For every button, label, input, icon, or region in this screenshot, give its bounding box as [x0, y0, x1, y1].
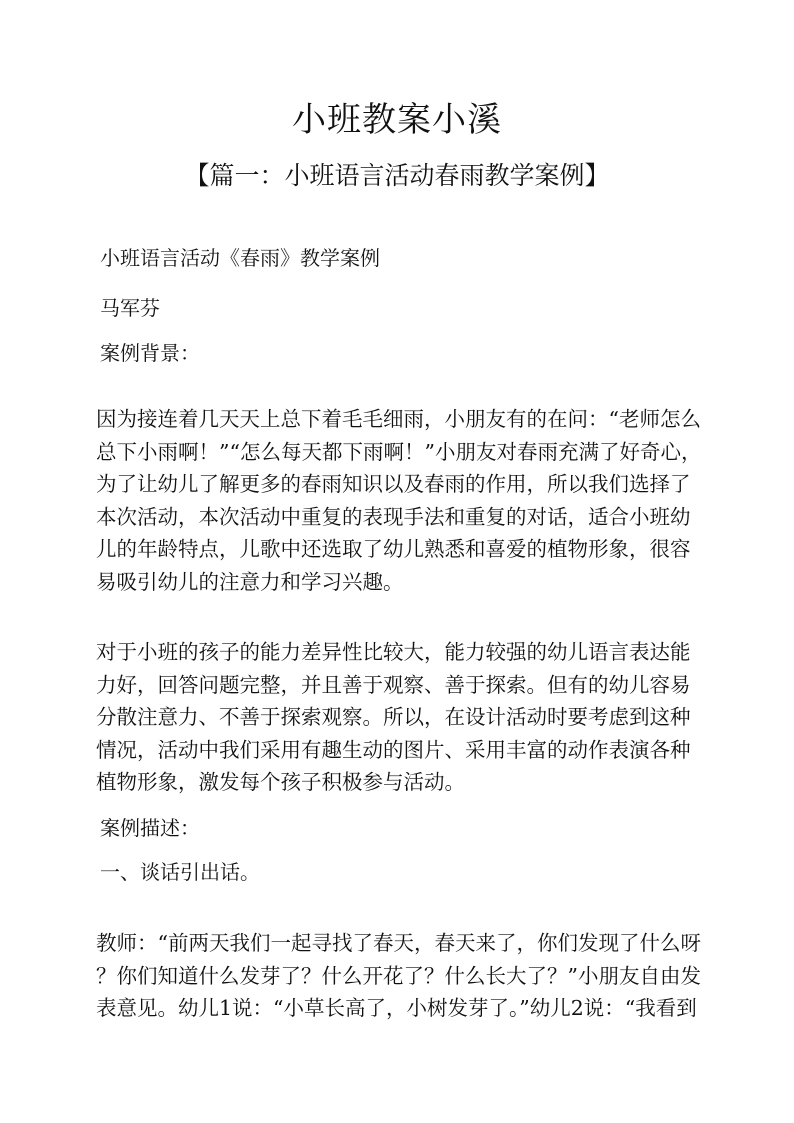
paragraph-line: 教师：“前两天我们一起寻找了春天，春天来了，你们发现了什么呀	[96, 931, 701, 955]
paragraph-line: 对于小班的孩子的能力差异性比较大，能力较强的幼儿语言表达能	[96, 640, 691, 664]
paragraph-line: 植物形象，激发每个孩子积极参与活动。	[96, 770, 465, 794]
section-heading-1: 一、谈话引出话。	[100, 860, 260, 884]
paragraph-line: ？你们知道什么发芽了？什么开花了？什么长大了？”小朋友自由发	[96, 963, 701, 988]
paragraph-ability	[96, 636, 696, 799]
paragraph-line: 力好，回答问题完整，并且善于观察、善于探索。但有的幼儿容易	[96, 672, 691, 697]
paragraph-line: 情况，活动中我们采用有趣生动的图片、采用丰富的动作表演各种	[96, 737, 691, 762]
paragraph-line: 易吸引幼儿的注意力和学习兴趣。	[96, 569, 404, 594]
paragraph-background	[96, 403, 702, 598]
paragraph-line: 为了让幼儿了解更多的春雨知识以及春雨的作用，所以我们选择了	[96, 472, 691, 496]
description-label: 案例描述：	[100, 816, 200, 840]
paragraph-dialogue	[96, 927, 701, 1025]
paragraph-line: 因为接连着几天天上总下着毛毛细雨，小朋友有的在问：“老师怎么	[96, 407, 701, 431]
document-subtitle: 【篇一：小班语言活动春雨教学案例】	[184, 161, 610, 190]
document-title: 小班教案小溪	[292, 100, 502, 140]
paragraph-line: 表意见。幼儿1说：“小草长高了，小树发芽了。”幼儿2说：“我看到	[96, 996, 697, 1020]
case-heading: 小班语言活动《春雨》教学案例	[100, 246, 380, 270]
paragraph-line: 总下小雨啊！”“怎么每天都下雨啊！”小朋友对春雨充满了好奇心，	[96, 439, 702, 464]
background-label: 案例背景：	[100, 341, 200, 365]
paragraph-line: 儿的年龄特点，儿歌中还选取了幼儿熟悉和喜爱的植物形象，很容	[96, 537, 691, 561]
author-name: 马军芬	[100, 296, 160, 320]
paragraph-line: 分散注意力、不善于探索观察。所以，在设计活动时要考虑到这种	[96, 705, 691, 729]
paragraph-line: 本次活动，本次活动中重复的表现手法和重复的对话，适合小班幼	[96, 504, 691, 529]
